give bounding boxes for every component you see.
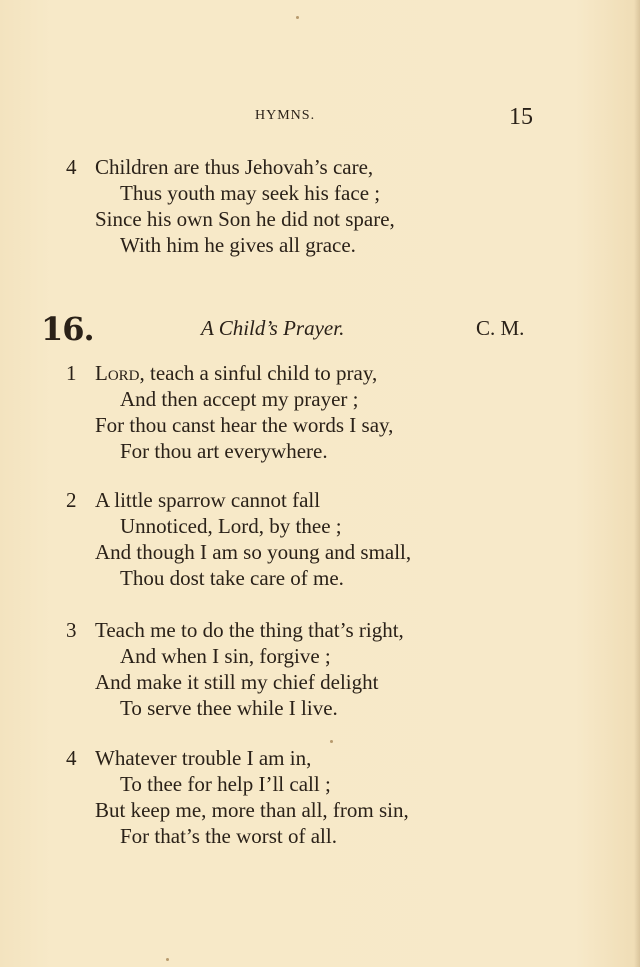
verse-line: And then accept my prayer ; — [120, 387, 359, 411]
verse-line: To serve thee while I live. — [120, 696, 338, 720]
hymn-title: A Child’s Prayer. — [201, 316, 345, 340]
verse-line: And when I sin, forgive ; — [120, 644, 331, 668]
verse-line: But keep me, more than all, from sin, — [95, 798, 409, 822]
verse-number: 3 — [66, 618, 77, 642]
smallcaps-word: Lord, — [95, 361, 145, 385]
verse-line: Teach me to do the thing that’s right, — [95, 618, 404, 642]
verse-line: And make it still my chief delight — [95, 670, 379, 694]
hymn-meter: C. M. — [476, 316, 525, 340]
verse-number: 2 — [66, 488, 77, 512]
verse-line-rest: teach a sinful child to pray, — [144, 361, 378, 385]
verse-line: With him he gives all grace. — [120, 233, 356, 257]
verse-line: Thus youth may seek his face ; — [120, 181, 381, 205]
verse-line: Thou dost take care of me. — [120, 566, 344, 590]
verse-number: 4 — [66, 746, 77, 770]
verse-line: A little sparrow cannot fall — [95, 488, 321, 512]
verse-number: 4 — [66, 155, 77, 179]
verse-line: For thou art everywhere. — [120, 439, 328, 463]
verse-line: To thee for help I’ll call ; — [120, 772, 331, 796]
page-edge-shadow — [634, 0, 640, 967]
verse-line: Since his own Son he did not spare, — [95, 207, 395, 231]
running-head: HYMNS. — [255, 108, 316, 123]
page-header — [0, 104, 640, 134]
verse-line: Unnoticed, Lord, by thee ; — [120, 514, 342, 538]
hymn-number: 16. — [41, 310, 94, 348]
verse-line: For thou canst hear the words I say, — [95, 413, 394, 437]
verse-line — [95, 360, 377, 386]
page-number: 15 — [509, 104, 533, 130]
verse-line: And though I am so young and small, — [95, 540, 412, 564]
verse-line: For that’s the worst of all. — [120, 824, 337, 848]
verse-line: Whatever trouble I am in, — [95, 746, 312, 770]
paper-speck — [330, 740, 333, 743]
verse-number: 1 — [66, 361, 77, 385]
paper-speck — [166, 958, 169, 961]
verse-line: Children are thus Jehovah’s care, — [95, 155, 374, 179]
paper-speck — [296, 16, 299, 19]
